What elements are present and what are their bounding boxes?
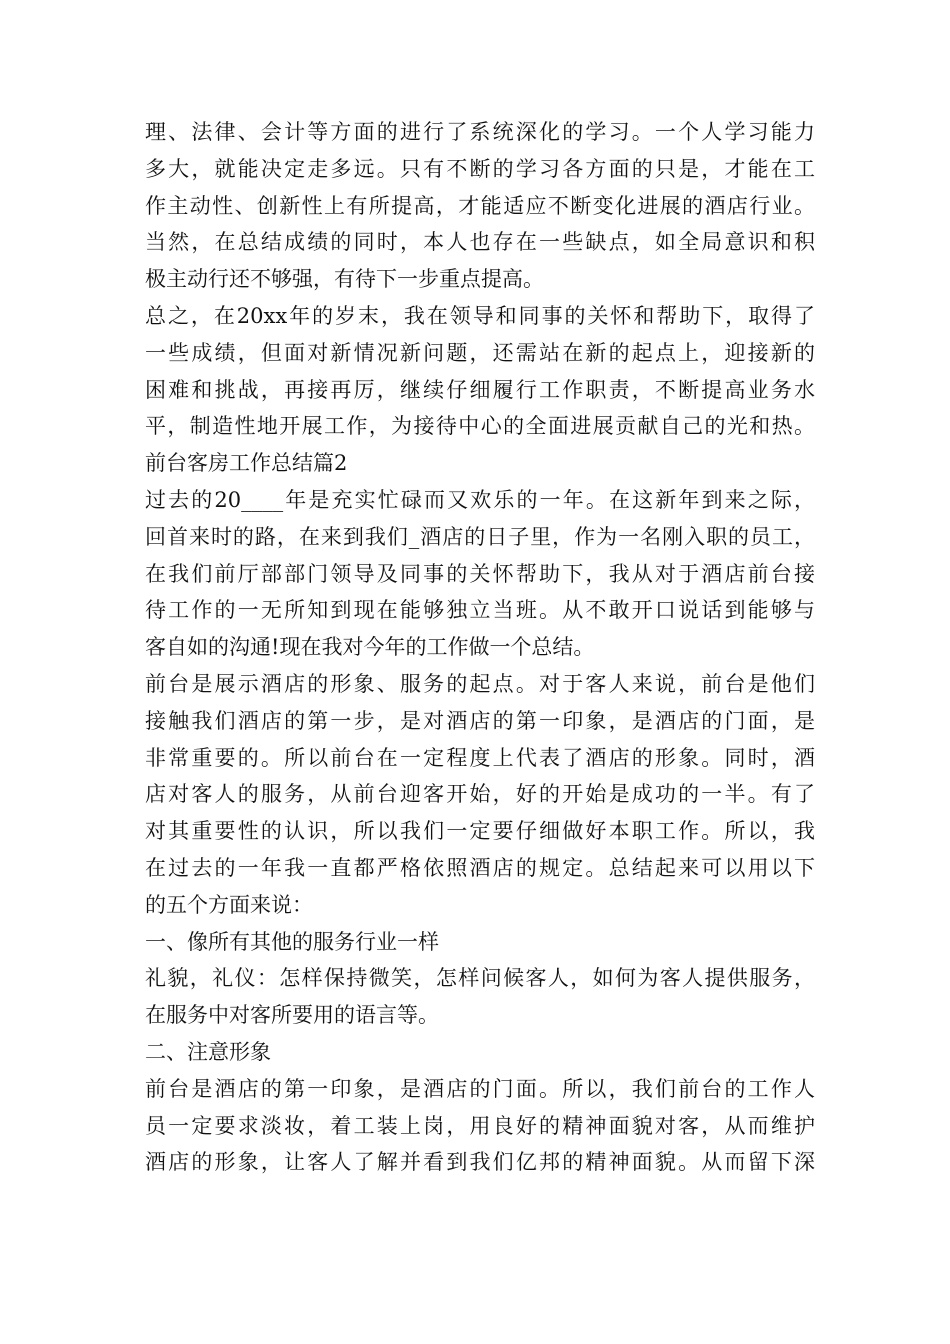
text-line: 理、法律、会计等方面的进行了系统深化的学习。一个人学习能力: [145, 120, 815, 144]
text-line: 在服务中对客所要用的语言等。: [145, 1003, 439, 1028]
text-line: 二、注意形象: [145, 1039, 271, 1064]
text-line: 当然，在总结成绩的同时，本人也存在一些缺点，如全局意识和积: [145, 230, 815, 255]
text-line: 非常重要的。所以前台在一定程度上代表了酒店的形象。同时，酒: [145, 745, 815, 770]
text-line: 员一定要求淡妆，着工装上岗，用良好的精神面貌对客，从而维护: [145, 1113, 815, 1138]
text-line: 前台客房工作总结篇2: [145, 451, 348, 476]
text-line: 一些成绩，但面对新情况新问题，还需站在新的起点上，迎接新的: [145, 340, 815, 365]
text-line: 一、像所有其他的服务行业一样: [145, 929, 439, 954]
text-line: 过去的20____年是充实忙碌而又欢乐的一年。在这新年到来之际，: [145, 487, 815, 512]
text-line: 礼貌，礼仪：怎样保持微笑，怎样问候客人，如何为客人提供服务，: [145, 966, 815, 991]
text-line: 回首来时的路，在来到我们_酒店的日子里，作为一名刚入职的员工，: [145, 524, 815, 549]
text-line: 待工作的一无所知到现在能够独立当班。从不敢开口说话到能够与: [145, 598, 815, 623]
text-line: 多大，就能决定走多远。只有不断的学习各方面的只是，才能在工: [145, 156, 815, 181]
text-line: 前台是酒店的第一印象，是酒店的门面。所以，我们前台的工作人: [145, 1076, 815, 1101]
text-line: 在过去的一年我一直都严格依照酒店的规定。总结起来可以用以下: [145, 855, 815, 880]
text-line: 总之，在20xx年的岁末，我在领导和同事的关怀和帮助下，取得了: [145, 303, 815, 328]
text-line: 的五个方面来说：: [145, 892, 313, 917]
text-line: 前台是展示酒店的形象、服务的起点。对于客人来说，前台是他们: [145, 671, 815, 696]
text-line: 酒店的形象，让客人了解并看到我们亿邦的精神面貌。从而留下深: [145, 1150, 815, 1175]
text-line: 接触我们酒店的第一步，是对酒店的第一印象，是酒店的门面，是: [145, 708, 815, 733]
text-line: 对其重要性的认识，所以我们一定要仔细做好本职工作。所以，我: [145, 819, 815, 844]
text-line: 极主动行还不够强，有待下一步重点提高。: [145, 267, 544, 292]
text-line: 在我们前厅部部门领导及同事的关怀帮助下，我从对于酒店前台接: [145, 561, 815, 586]
document-body: [145, 114, 815, 1181]
text-line: 困难和挑战，再接再厉，继续仔细履行工作职责，不断提高业务水: [145, 377, 815, 402]
text-line: 平，制造性地开展工作，为接待中心的全面进展贡献自己的光和热。: [145, 414, 815, 439]
text-line: 客自如的沟通!现在我对今年的工作做一个总结。: [145, 635, 595, 660]
text-line: 店对客人的服务，从前台迎客开始，好的开始是成功的一半。有了: [145, 782, 815, 807]
text-line: 作主动性、创新性上有所提高，才能适应不断变化进展的酒店行业。: [145, 193, 815, 218]
